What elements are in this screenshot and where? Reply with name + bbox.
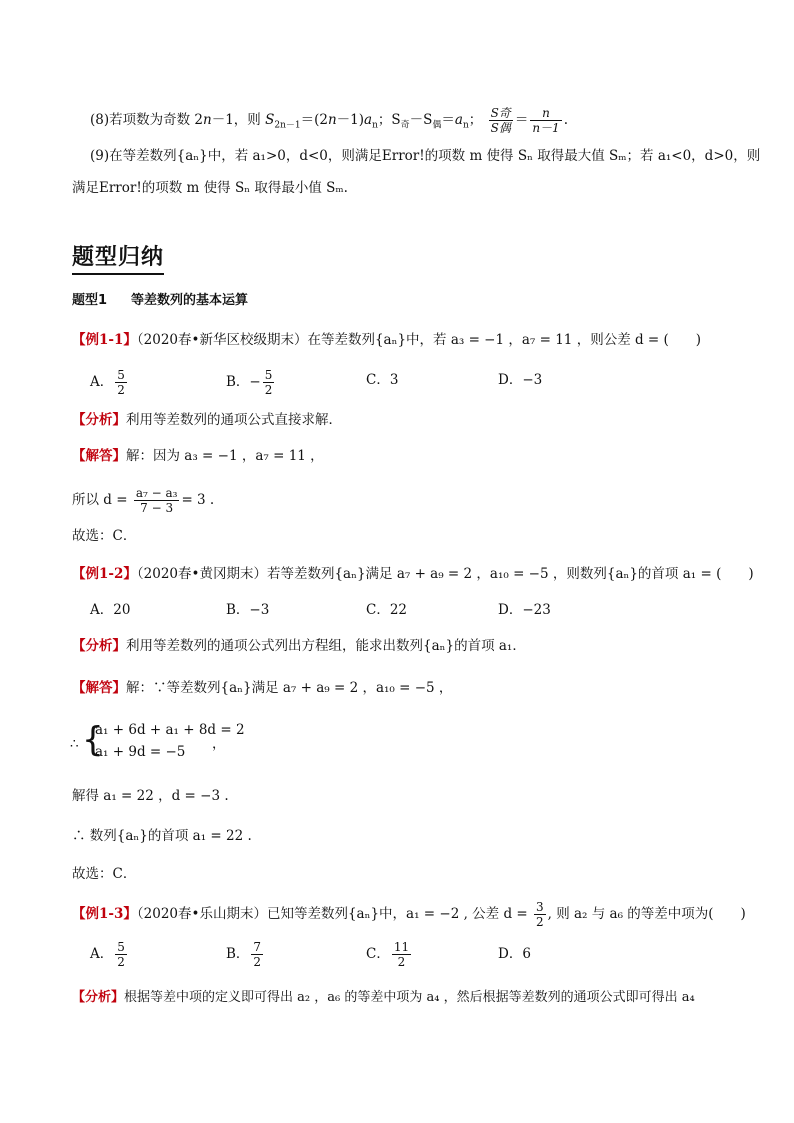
property-8	[90, 106, 568, 136]
solution-step: 解得 a₁ = 22 ，d = −3 .	[72, 788, 229, 804]
conclusion: ∴ 数列{aₙ}的首项 a₁ = 22 .	[72, 828, 252, 844]
section-heading: 题型归纳	[72, 240, 164, 275]
text: ＝	[514, 112, 529, 128]
option-b: B．− $\frac{5}{2}$	[226, 368, 273, 397]
solution: 【解答】解：因为 a₃ = −1 ，a₇ = 11 ，	[72, 448, 324, 464]
text: n	[327, 112, 337, 128]
option-d: D．−23	[498, 602, 551, 618]
option-a: A．20	[90, 602, 131, 618]
analysis: 【分析】根据等差中项的定义即可得出 a₂ ，a₆ 的等差中项为 a₄ ，然后根据等差数列的通项公式即可得出 a₄	[72, 990, 695, 1005]
text: －1，则	[211, 112, 266, 128]
text: n	[372, 120, 378, 131]
text: 偶	[432, 120, 442, 131]
question-text: （2020春•新华区校级期末）在等差数列{aₙ}中，若 a₃ = −1 ，a₇ = 11 ，则公差 d = ( )	[136, 332, 702, 348]
text: S	[265, 112, 275, 128]
question-type-title	[72, 289, 248, 308]
text: (8)若项数为奇数 2	[90, 112, 204, 128]
type-label: 题型1	[72, 293, 108, 308]
option-d: D．−3	[498, 372, 543, 388]
text: －1)	[336, 112, 365, 128]
option-a: A． $\frac{5}{2}$	[90, 940, 125, 969]
type-title: 等差数列的基本运算	[131, 293, 249, 308]
option-c: C．22	[366, 602, 408, 618]
property-9-line1: (9)在等差数列{aₙ}中，若 a₁>0，d<0，则满足Error!的项数 m 使得 Sₙ 取得最大值 Sₘ；若 a₁<0，d>0，则	[90, 148, 761, 164]
answer: 故选：C．	[72, 528, 137, 544]
option-b: B．−3	[226, 602, 270, 618]
option-a: A． $\frac{5}{2}$	[90, 368, 125, 397]
fraction: $\frac{\text{S奇}}{\text{S偶}}$	[490, 106, 511, 135]
example-1-3: 【例1-3】（2020春•乐山期末）已知等差数列{aₙ}中，a₁ = −2 , 公差 d = $\frac{3}{2}$ , 则 a₂ 与 a₆ 的等差中项为( )	[72, 900, 746, 929]
example-1-2	[72, 564, 754, 584]
example-tag: 【例1-3】	[72, 906, 137, 922]
property-9-line2: 满足Error!的项数 m 使得 Sₙ 取得最小值 Sₘ.	[72, 180, 348, 196]
text: ；S	[377, 112, 401, 128]
example-1-1	[72, 330, 701, 350]
analysis: 【分析】利用等差数列的通项公式列出方程组，能求出数列{aₙ}的首项 a₁．	[72, 638, 526, 654]
text: ，	[212, 736, 226, 752]
text: a	[454, 112, 463, 128]
text: 奇	[400, 120, 410, 131]
text: －S	[409, 112, 433, 128]
text: n	[203, 112, 212, 128]
solution-step: 所以 d = $\frac{\text{a₇ − a₃}}{7 - 3}$ = 3 .	[72, 486, 215, 515]
text: ＝	[441, 112, 455, 128]
example-tag: 【例1-1】	[72, 332, 137, 348]
question-text: （2020春•黄冈期末）若等差数列{aₙ}满足 a₇ + a₉ = 2 ，a₁₀ = −5 ，则数列{aₙ}的首项 a₁ = ( )	[136, 566, 754, 582]
option-c: C．3	[366, 372, 399, 388]
text: ＝(2	[300, 112, 328, 128]
analysis: 【分析】利用等差数列的通项公式直接求解．	[72, 412, 342, 428]
text: a	[364, 112, 373, 128]
equation-1: a₁ + 6d + a₁ + 8d = 2	[95, 722, 245, 738]
text: .	[563, 112, 568, 128]
answer: 故选：C．	[72, 866, 137, 882]
therefore-symbol: ∴	[70, 736, 79, 752]
fraction: $\frac{n}{n-1}$	[532, 106, 560, 135]
text: ；	[468, 112, 483, 128]
option-b: B． $\frac{7}{2}$	[226, 940, 262, 969]
option-c: C． $\frac{11}{2}$	[366, 940, 410, 969]
example-tag: 【例1-2】	[72, 566, 137, 582]
option-d: D．6	[498, 946, 531, 962]
question-text: , 则 a₂ 与 a₆ 的等差中项为( )	[547, 906, 746, 922]
question-text: （2020春•乐山期末）已知等差数列{aₙ}中，a₁ = −2 , 公差 d =	[136, 906, 532, 922]
brace: {	[82, 720, 104, 760]
text: n	[462, 120, 469, 131]
solution: 【解答】解：∵等差数列{aₙ}满足 a₇ + a₉ = 2 ，a₁₀ = −5 ，	[72, 680, 453, 696]
equation-2: a₁ + 9d = −5	[95, 744, 186, 760]
text: 2n－1	[274, 120, 301, 131]
